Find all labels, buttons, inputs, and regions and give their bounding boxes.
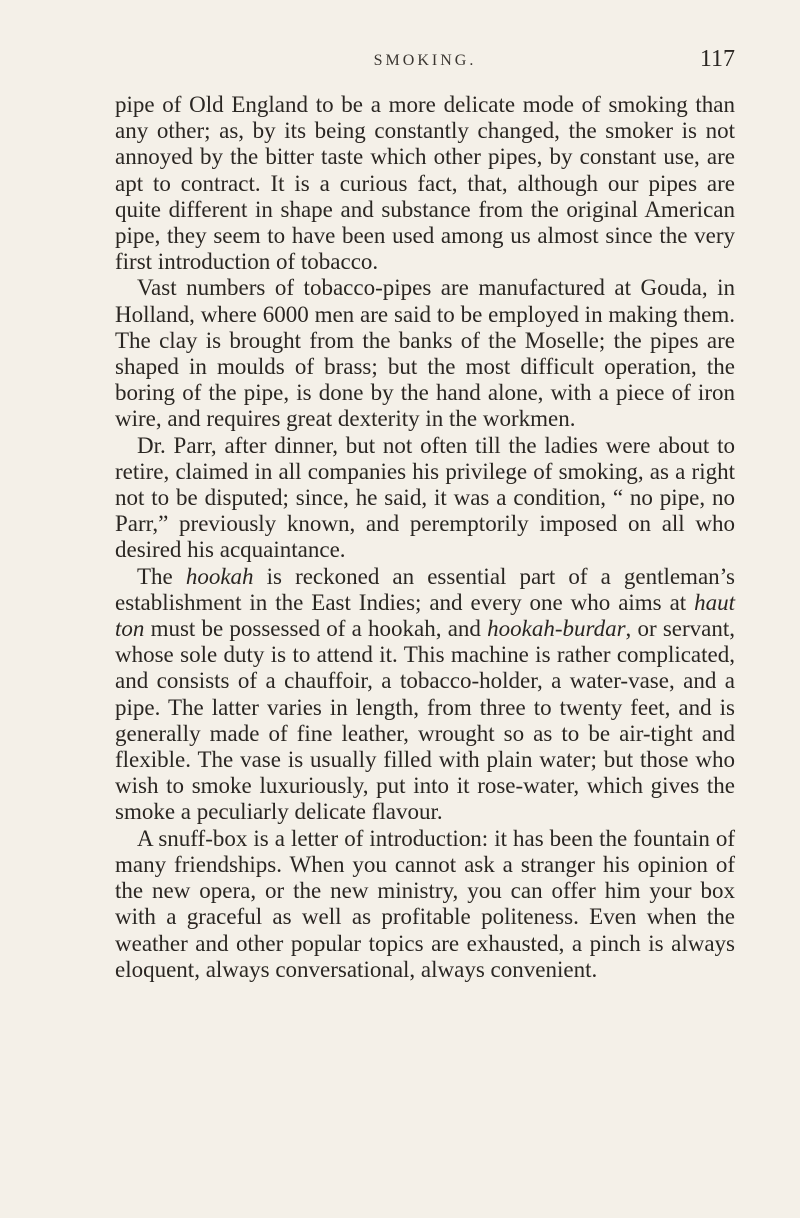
text-run: must be possessed of a hookah, and bbox=[144, 616, 488, 642]
paragraph-gouda: Vast numbers of tobacco-pipes are manufactured at Gouda, in Holland, where 6000 men are said to be employed in making them. The clay is brought from the banks of the Moselle; the pipes are shaped in moulds of brass; but the most difficult operation, the boring of the pipe, is done by the hand alone, with a piece of iron wire, and requires great dexterity in the workmen. bbox=[115, 275, 735, 432]
running-head bbox=[115, 46, 735, 76]
italic-term-hookah: hookah bbox=[185, 563, 254, 589]
running-title: SMOKING. bbox=[373, 52, 477, 69]
paragraph-continued: pipe of Old England to be a more delicate mode of smoking than any other; as, by its being constantly changed, the smoker is not annoyed by the bitter taste which other pipes, by constant use, are apt to contract. It is a curious fact, that, although our pipes are quite different in shape and substance from the original American pipe, they seem to have been used among us almost since the very first introduction of tobacco. bbox=[115, 92, 735, 275]
paragraph-dr-parr: Dr. Parr, after dinner, but not often till the ladies were about to retire, claimed in all companies his privilege of smoking, as a right not to be disputed; since, he said, it was a condition, “ no pipe, no Parr,” previously known, and peremptorily imposed on all who desired his acquaintance. bbox=[115, 432, 735, 563]
paragraph-snuff-box: A snuff-box is a letter of introduction: it has been the fountain of many friendships. When you cannot ask a stranger his opinion of the new opera, or the new ministry, you can offer him your box with a graceful as well as profitable politeness. Even when the weather and other popular topics are exhausted, a pinch is always eloquent, always conversational, always convenient. bbox=[115, 825, 735, 982]
page-number: 117 bbox=[699, 46, 735, 72]
text-run: , or servant, whose sole duty is to attend it. This machine is rather complicated, and consists of a chauffoir, a tobacco-holder, a water-vase, and a pipe. The latter varies in length, from three to twenty feet, and is generally made of fine leather, wrought so as to be air-tight and flexible. The vase is usually filled with plain water; but those who wish to smoke luxuriously, put into it rose-water, which gives the smoke a peculiarly delicate flavour. bbox=[115, 616, 735, 825]
text-run: The bbox=[137, 563, 186, 589]
italic-term-hookah-burdar: hookah-burdar bbox=[487, 616, 626, 642]
italic-term-haut-ton: haut ton bbox=[115, 589, 735, 642]
body-text bbox=[115, 92, 735, 983]
paragraph-hookah bbox=[115, 564, 735, 826]
text-run: is reckoned an essential part of a gentleman’s establishment in the East Indies; and every one who aims at bbox=[115, 563, 735, 615]
